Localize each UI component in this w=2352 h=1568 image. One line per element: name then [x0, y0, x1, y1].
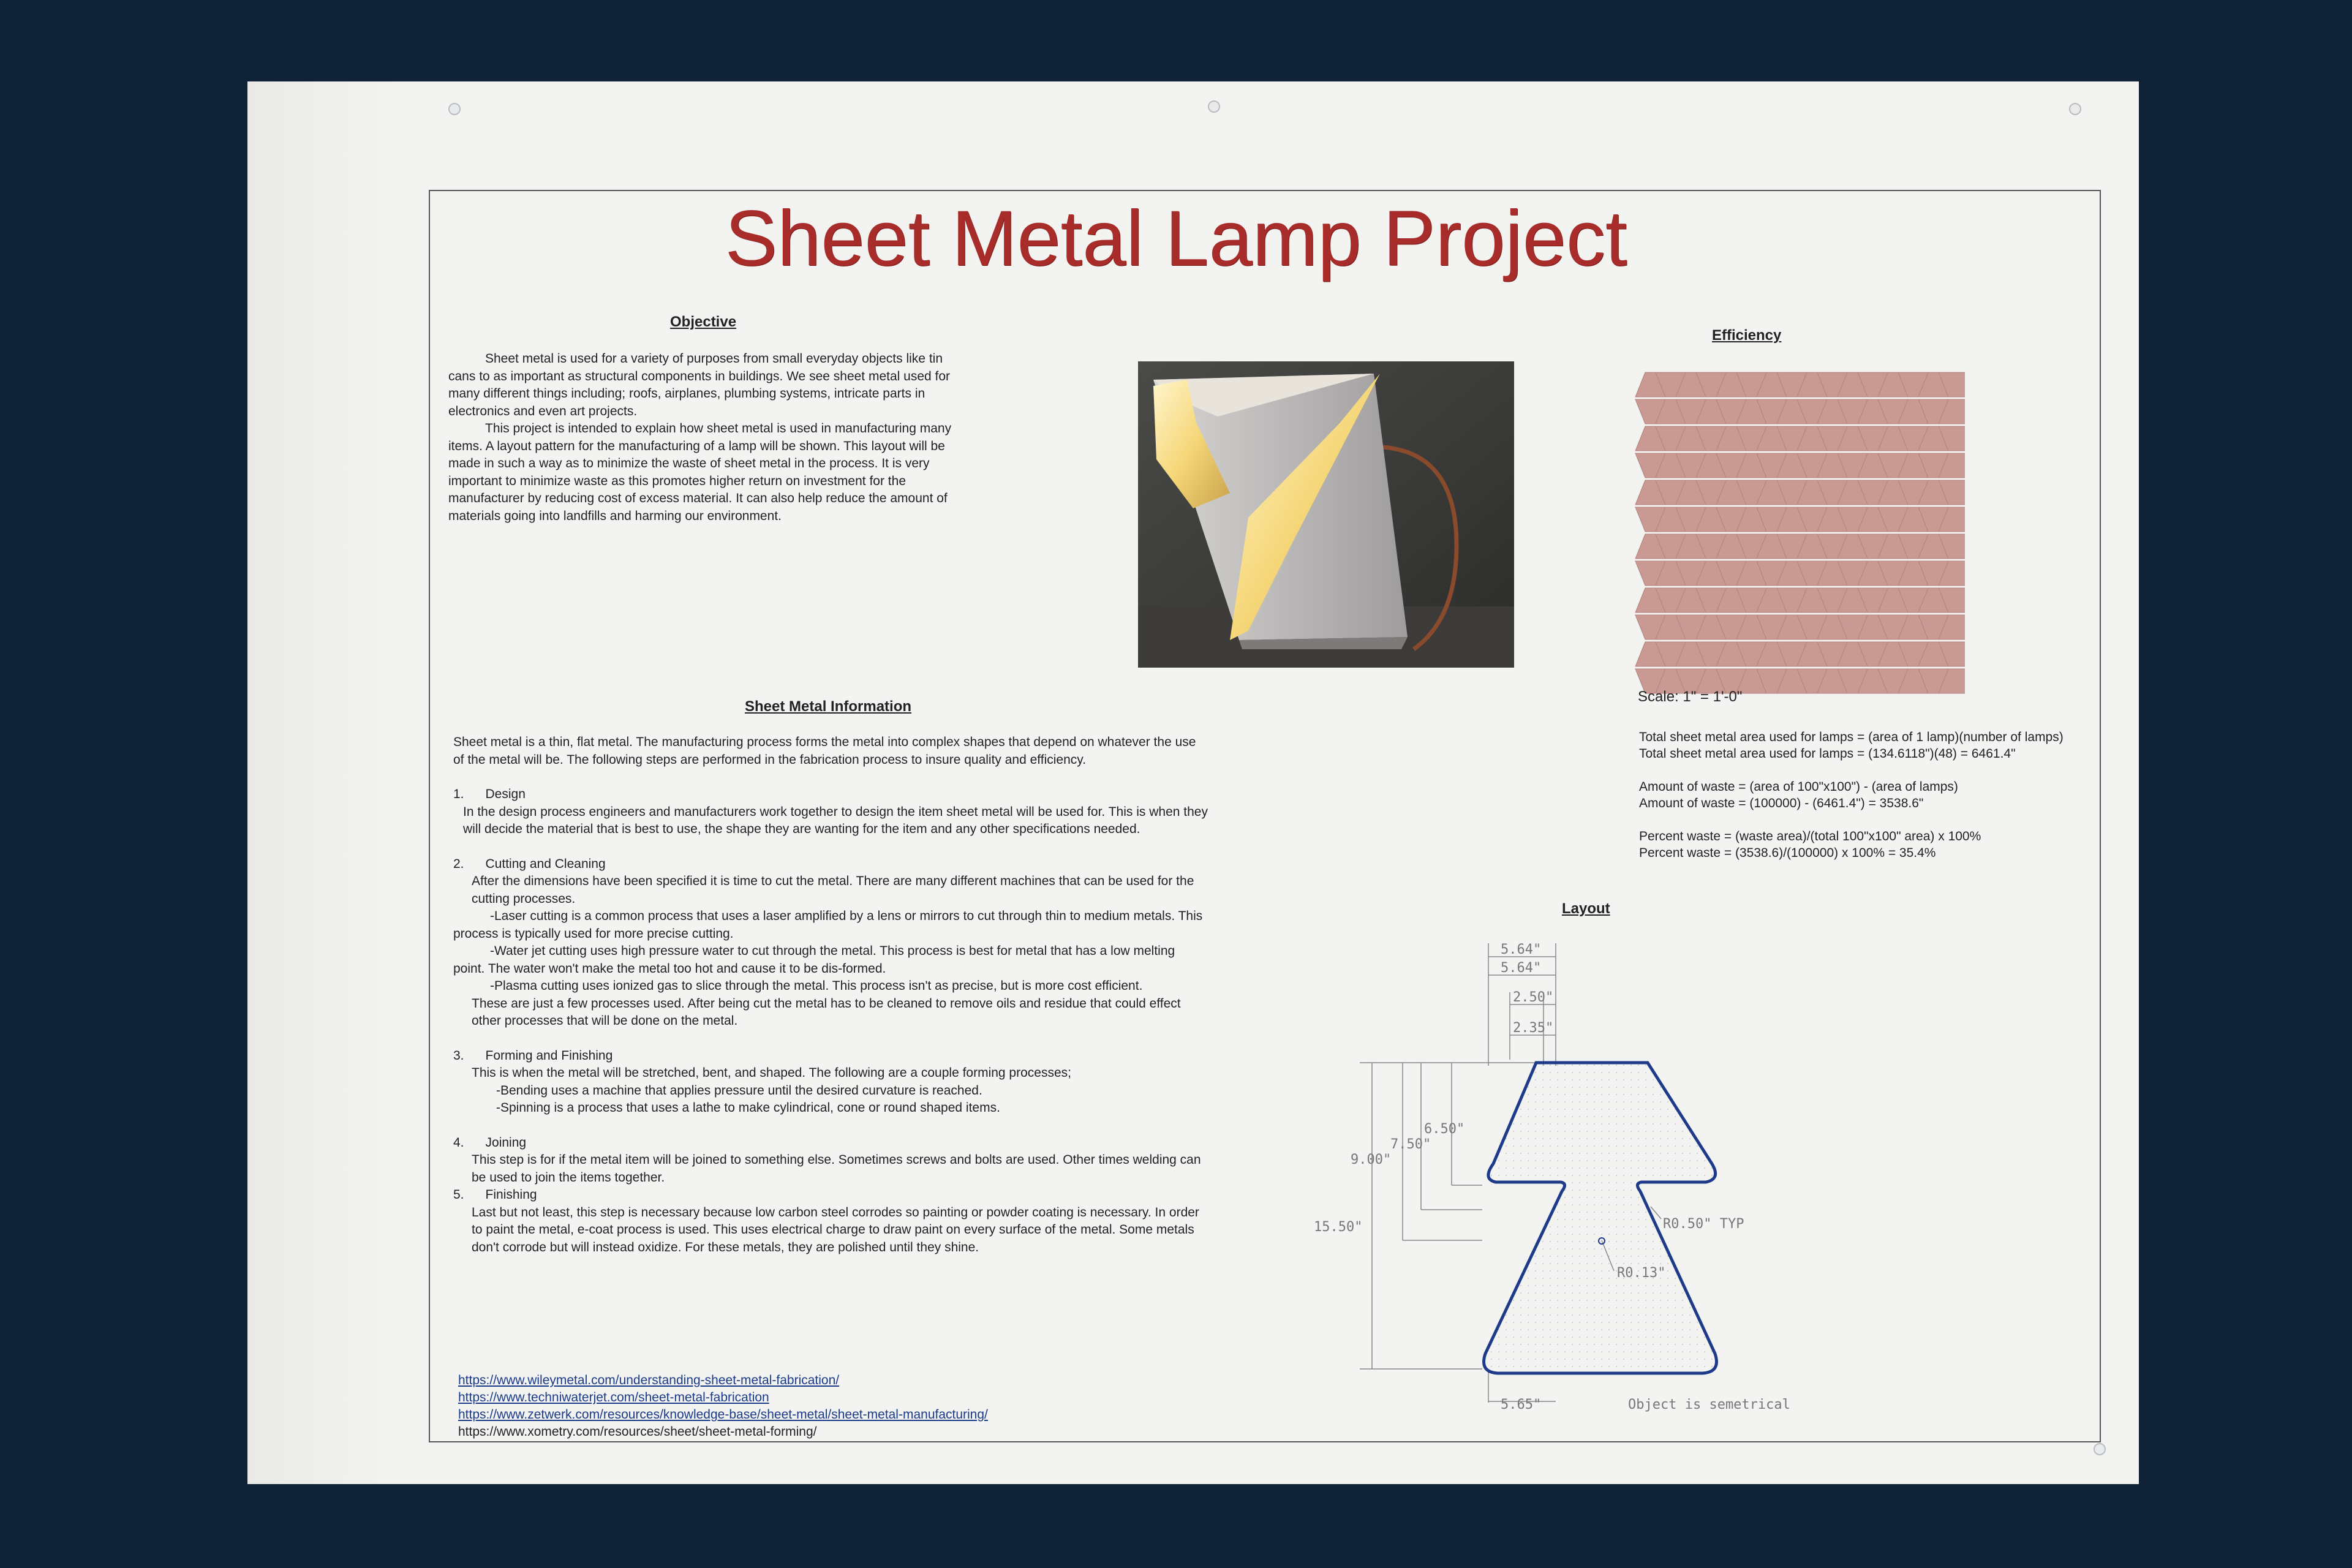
dim-bottom-width: 5.65" [1501, 1397, 1542, 1412]
step-3-bending: -Bending uses a machine that applies pressure until the desired curvature is reached. [496, 1083, 982, 1098]
nesting-pattern [1634, 371, 1965, 697]
step-1-heading: 1. Design [453, 787, 526, 801]
objective-text [448, 350, 963, 525]
lamp-photo [1138, 361, 1514, 668]
dim-height-9-00: 9.00" [1351, 1152, 1392, 1167]
calc-line-3: Amount of waste = (area of 100"x100") - (area of lamps) [1639, 780, 1958, 794]
info-text [453, 734, 1208, 1256]
reference-link-3[interactable]: https://www.zetwerk.com/resources/knowledge-base/sheet-metal/sheet-metal-manufacturing/ [458, 1408, 988, 1422]
dim-height-7-50: 7.50" [1390, 1137, 1431, 1152]
step-2-laser: -Laser cutting is a common process that uses a laser amplified by a lens or mirrors to cut through thin to medium metals. This process is typically used for more precise cutting. [453, 909, 1203, 941]
reference-link-2[interactable]: https://www.techniwaterjet.com/sheet-metal-fabrication [458, 1390, 769, 1404]
info-heading: Sheet Metal Information [745, 698, 912, 715]
radius-typical: R0.50" TYP [1663, 1216, 1744, 1232]
step-3-text: This is when the metal will be stretched, bent, and shaped. The following are a couple forming processes; [472, 1066, 1071, 1080]
step-2-text: After the dimensions have been specified it is time to cut the metal. There are many different machines that can be used for the cutting processes. [472, 874, 1194, 906]
layout-heading: Layout [1562, 900, 1610, 917]
pushpin [2069, 103, 2081, 115]
efficiency-calculations [1639, 729, 2098, 861]
calc-line-6: Percent waste = (3538.6)/(100000) x 100% = 35.4% [1639, 846, 1936, 860]
radius-small: R0.13" [1617, 1265, 1666, 1281]
dim-height-6-50: 6.50" [1424, 1121, 1465, 1137]
calc-line-4: Amount of waste = (100000) - (6461.4") = 3538.6" [1639, 796, 1924, 810]
lamp-photo-image [1138, 361, 1514, 668]
objective-paragraph-1: Sheet metal is used for a variety of purposes from small everyday objects like tin cans to as important as structural components in buildings. We see sheet metal used for many different things including; roofs, airplanes, plumbing systems, intricate parts in electronics and even art projects. [448, 352, 951, 418]
objective-heading: Objective [670, 314, 737, 330]
dim-top-edge-1: 2.50" [1513, 990, 1554, 1005]
dim-top-edge-2: 2.35" [1513, 1020, 1554, 1036]
dim-top-width-2: 5.64" [1501, 960, 1542, 976]
reference-links [458, 1372, 988, 1441]
calc-line-2: Total sheet metal area used for lamps = (134.6118")(48) = 6461.4" [1639, 747, 2016, 761]
efficiency-heading: Efficiency [1712, 327, 1782, 344]
step-4-text: This step is for if the metal item will be joined to something else. Sometimes screws and bolts are used. Other times welding can be used to join the items together. [472, 1153, 1201, 1185]
step-2-heading: 2. Cutting and Cleaning [453, 856, 606, 871]
poster-fold-shadow [247, 81, 401, 1484]
calc-line-5: Percent waste = (waste area)/(total 100"x100" area) x 100% [1639, 829, 1981, 843]
step-5-text: Last but not least, this step is necessary because low carbon steel corrodes so painting or powder coating is necessary. In order to paint the metal, e-coat process is used. This uses electrical charge to draw paint on every surface of the metal. Some metals don't corrode but will instead oxidize. For these metals, they are polished until they shine. [472, 1205, 1199, 1254]
dim-top-width-1: 5.64" [1501, 942, 1542, 957]
pushpin [2094, 1443, 2106, 1455]
step-5-heading: 5. Finishing [453, 1188, 537, 1202]
step-1-text: In the design process engineers and manufacturers work together to design the item sheet metal will be used for. This is when they will decide the material that is best to use, the shape they are wanting for the item and any other specifications needed. [463, 804, 1208, 836]
info-intro: Sheet metal is a thin, flat metal. The manufacturing process forms the metal into complex shapes that depend on whatever the use of the metal will be. The following steps are performed in the fabrication process to insure quality and efficiency. [453, 735, 1196, 767]
layout-drawing [1298, 931, 1874, 1421]
step-2-plasma: -Plasma cutting uses ionized gas to slice through the metal. This process isn't as precise, but is more cost efficient. [490, 979, 1143, 993]
objective-paragraph-2: This project is intended to explain how sheet metal is used in manufacturing many items. A layout pattern for the manufacturing of a lamp will be shown. This layout will be made in such a way as to minimize the waste of sheet metal in the process. It is very important to minimize waste as this promotes higher return on investment for the manufacturer by reducing cost of excess material. It can also help reduce the amount of materials going into landfills and harming our environment. [448, 421, 952, 523]
pushpin [448, 103, 461, 115]
reference-link-1[interactable]: https://www.wileymetal.com/understanding-sheet-metal-fabrication/ [458, 1373, 840, 1387]
calc-line-1: Total sheet metal area used for lamps = (area of 1 lamp)(number of lamps) [1639, 730, 2064, 744]
step-2-waterjet: -Water jet cutting uses high pressure water to cut through the metal. This process is best for metal that has a low melting point. The water won't make the metal too hot and cause it to be dis-formed. [453, 944, 1175, 976]
pushpin [1208, 100, 1220, 113]
poster-title: Sheet Metal Lamp Project [725, 195, 1627, 282]
scale-label: Scale: 1" = 1'-0" [1638, 688, 1743, 705]
step-4-heading: 4. Joining [453, 1135, 527, 1150]
reference-link-4[interactable]: https://www.xometry.com/resources/sheet/sheet-metal-forming/ [458, 1425, 817, 1439]
dim-height-15-50: 15.50" [1314, 1219, 1363, 1235]
symmetry-note: Object is semetrical [1628, 1397, 1790, 1412]
step-2-end: These are just a few processes used. After being cut the metal has to be cleaned to remove oils and residue that could effect other processes that will be done on the metal. [472, 996, 1181, 1028]
step-3-heading: 3. Forming and Finishing [453, 1048, 613, 1063]
step-3-spinning: -Spinning is a process that uses a lathe to make cylindrical, cone or round shaped items. [496, 1101, 1000, 1115]
